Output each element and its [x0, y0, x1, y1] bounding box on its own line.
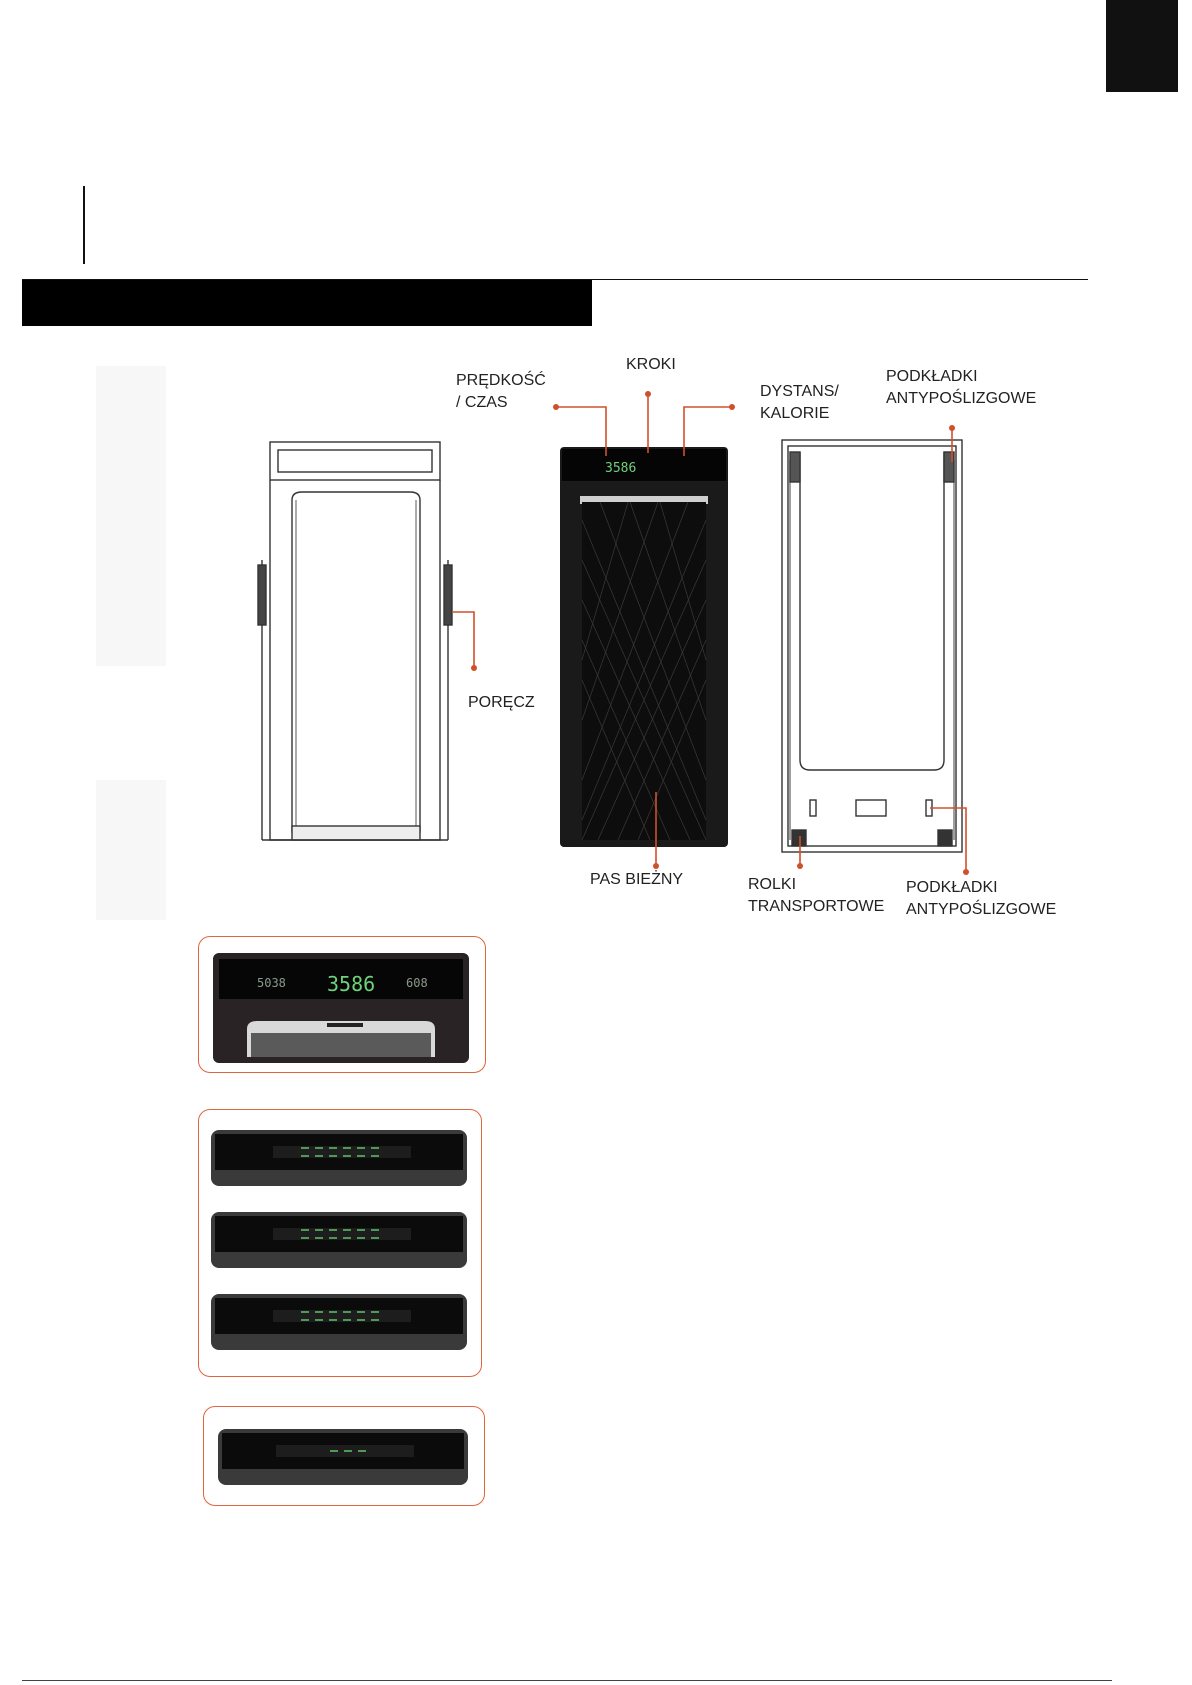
treadmill-top-view — [560, 447, 728, 847]
faint-band — [96, 366, 166, 666]
display-right-value: 608 — [406, 976, 428, 990]
label-distance-calories: DYSTANS/ KALORIE — [760, 383, 839, 422]
treadmill-side-view — [258, 442, 452, 840]
display-panel-dash — [203, 1406, 485, 1506]
faint-band — [96, 780, 166, 920]
label-handrail: PORĘCZ — [468, 694, 535, 711]
label-steps: KROKI — [626, 356, 676, 373]
display-small-value: 3586 — [605, 461, 637, 476]
label-anti-slip-bottom: PODKŁADKI ANTYPOŚLIZGOWE — [906, 879, 1057, 918]
display-panel-full — [198, 936, 486, 1073]
display-panel-dash-image — [204, 1407, 484, 1505]
blank-display — [211, 1212, 467, 1268]
display-panel-group-image — [199, 1110, 481, 1376]
display-panel-group — [198, 1109, 482, 1377]
label-running-belt: PAS BIEŻNY — [590, 871, 684, 888]
display-panel-full-image — [199, 937, 485, 1072]
blank-display — [211, 1130, 467, 1186]
blank-display — [211, 1294, 467, 1350]
display-center-value: 3586 — [327, 972, 376, 996]
footer-rule — [22, 1680, 1112, 1681]
display-left-value: 5038 — [257, 976, 286, 990]
treadmill-underside-view — [782, 440, 962, 852]
label-transport-wheels: ROLKI TRANSPORTOWE — [748, 876, 885, 915]
label-speed-time: PRĘDKOŚĆ / CZAS — [456, 372, 546, 411]
label-anti-slip-top: PODKŁADKI ANTYPOŚLIZGOWE — [886, 368, 1037, 407]
